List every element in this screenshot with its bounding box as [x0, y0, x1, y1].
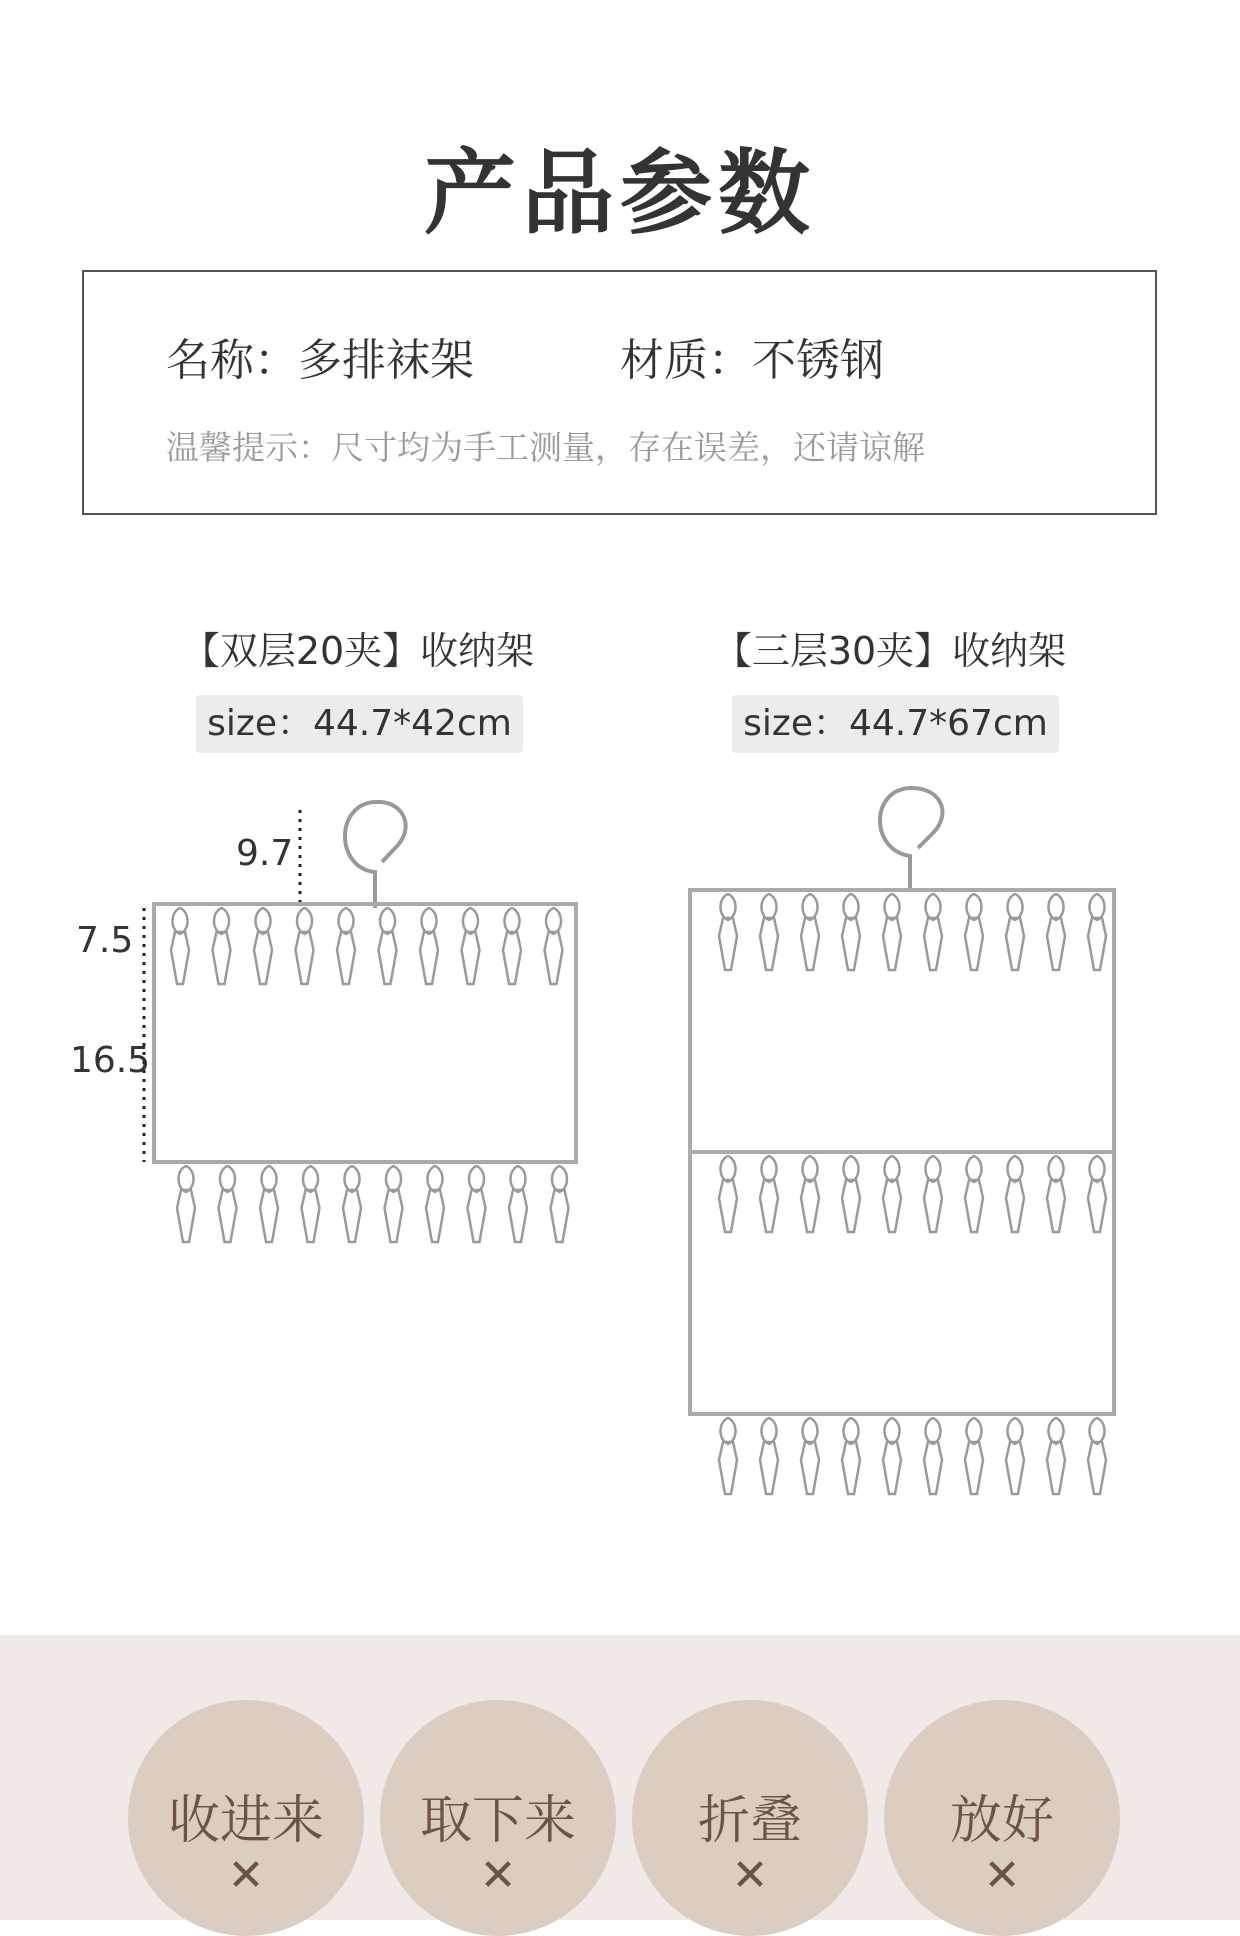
product-material: 材质：不锈钢 — [620, 335, 884, 386]
clip — [385, 1166, 403, 1242]
clip — [1088, 894, 1106, 970]
rack-double-illustration — [130, 800, 590, 1260]
clip — [260, 1166, 278, 1242]
clip — [842, 1418, 860, 1494]
clip — [1047, 1418, 1065, 1494]
clip — [302, 1166, 320, 1242]
clip — [503, 908, 521, 984]
clip — [509, 1166, 527, 1242]
clip — [801, 894, 819, 970]
action-label: 折叠 — [697, 1791, 802, 1851]
action-label: 放好 — [949, 1791, 1054, 1851]
clip — [842, 894, 860, 970]
cross-icon: ✕ — [479, 1850, 517, 1901]
clips-row-lower — [719, 1418, 1106, 1494]
clip — [420, 908, 438, 984]
clip — [1006, 1418, 1024, 1494]
dim-middle-label: 16.5 — [70, 1040, 151, 1081]
product-name: 名称：多排袜架 — [166, 335, 474, 386]
clip — [1088, 1156, 1106, 1232]
clip — [1006, 1156, 1024, 1232]
clip — [842, 1156, 860, 1232]
clip — [1047, 894, 1065, 970]
clip — [760, 894, 778, 970]
clip — [965, 894, 983, 970]
clip — [337, 908, 355, 984]
clip — [965, 1156, 983, 1232]
clip — [1088, 1418, 1106, 1494]
action-circle-collect — [128, 1700, 364, 1936]
size-badge-triple: size：44.7*67cm — [732, 695, 1059, 753]
info-box — [82, 270, 1157, 515]
clip — [219, 1166, 237, 1242]
clip — [801, 1156, 819, 1232]
cross-icon: ✕ — [731, 1850, 769, 1901]
page-title: 产品参数 — [423, 140, 816, 247]
clip — [545, 908, 563, 984]
clip — [171, 908, 189, 984]
action-label: 取下来 — [419, 1791, 576, 1851]
clip — [343, 1166, 361, 1242]
product-title-triple: 【三层30夹】收纳架 — [713, 629, 1067, 673]
clip — [965, 1418, 983, 1494]
clip — [760, 1156, 778, 1232]
clip — [1047, 1156, 1065, 1232]
clip — [296, 908, 314, 984]
clip — [213, 908, 231, 984]
action-circle-fold — [632, 1700, 868, 1936]
cross-icon: ✕ — [983, 1850, 1021, 1901]
action-label: 收进来 — [167, 1791, 324, 1851]
clip — [468, 1166, 486, 1242]
clips-row-bottom — [177, 1166, 569, 1242]
rack-triple-illustration — [690, 790, 1130, 1510]
size-badge-double: size：44.7*42cm — [196, 695, 523, 753]
clip — [719, 1156, 737, 1232]
measurement-note: 温馨提示：尺寸均为手工测量，存在误差，还请谅解 — [166, 428, 925, 467]
clips-row-middle — [719, 1156, 1106, 1232]
clip — [177, 1166, 195, 1242]
clips-row-top — [171, 908, 563, 984]
clip — [801, 1418, 819, 1494]
clip — [719, 894, 737, 970]
clip — [883, 894, 901, 970]
clip — [883, 1418, 901, 1494]
clip — [719, 1418, 737, 1494]
clip — [1006, 894, 1024, 970]
clip — [924, 1156, 942, 1232]
clip — [254, 908, 272, 984]
clip — [462, 908, 480, 984]
clip — [924, 894, 942, 970]
clip — [924, 1418, 942, 1494]
clip — [551, 1166, 569, 1242]
action-circle-store — [884, 1700, 1120, 1936]
clip — [760, 1418, 778, 1494]
product-title-double: 【双层20夹】收纳架 — [181, 629, 535, 673]
cross-icon: ✕ — [227, 1850, 265, 1901]
dim-hook-label: 9.7 — [236, 833, 294, 874]
clip — [426, 1166, 444, 1242]
action-circle-take-down — [380, 1700, 616, 1936]
clips-row-upper — [719, 894, 1106, 970]
clip — [379, 908, 397, 984]
clip — [883, 1156, 901, 1232]
dim-top-label: 7.5 — [76, 920, 134, 961]
